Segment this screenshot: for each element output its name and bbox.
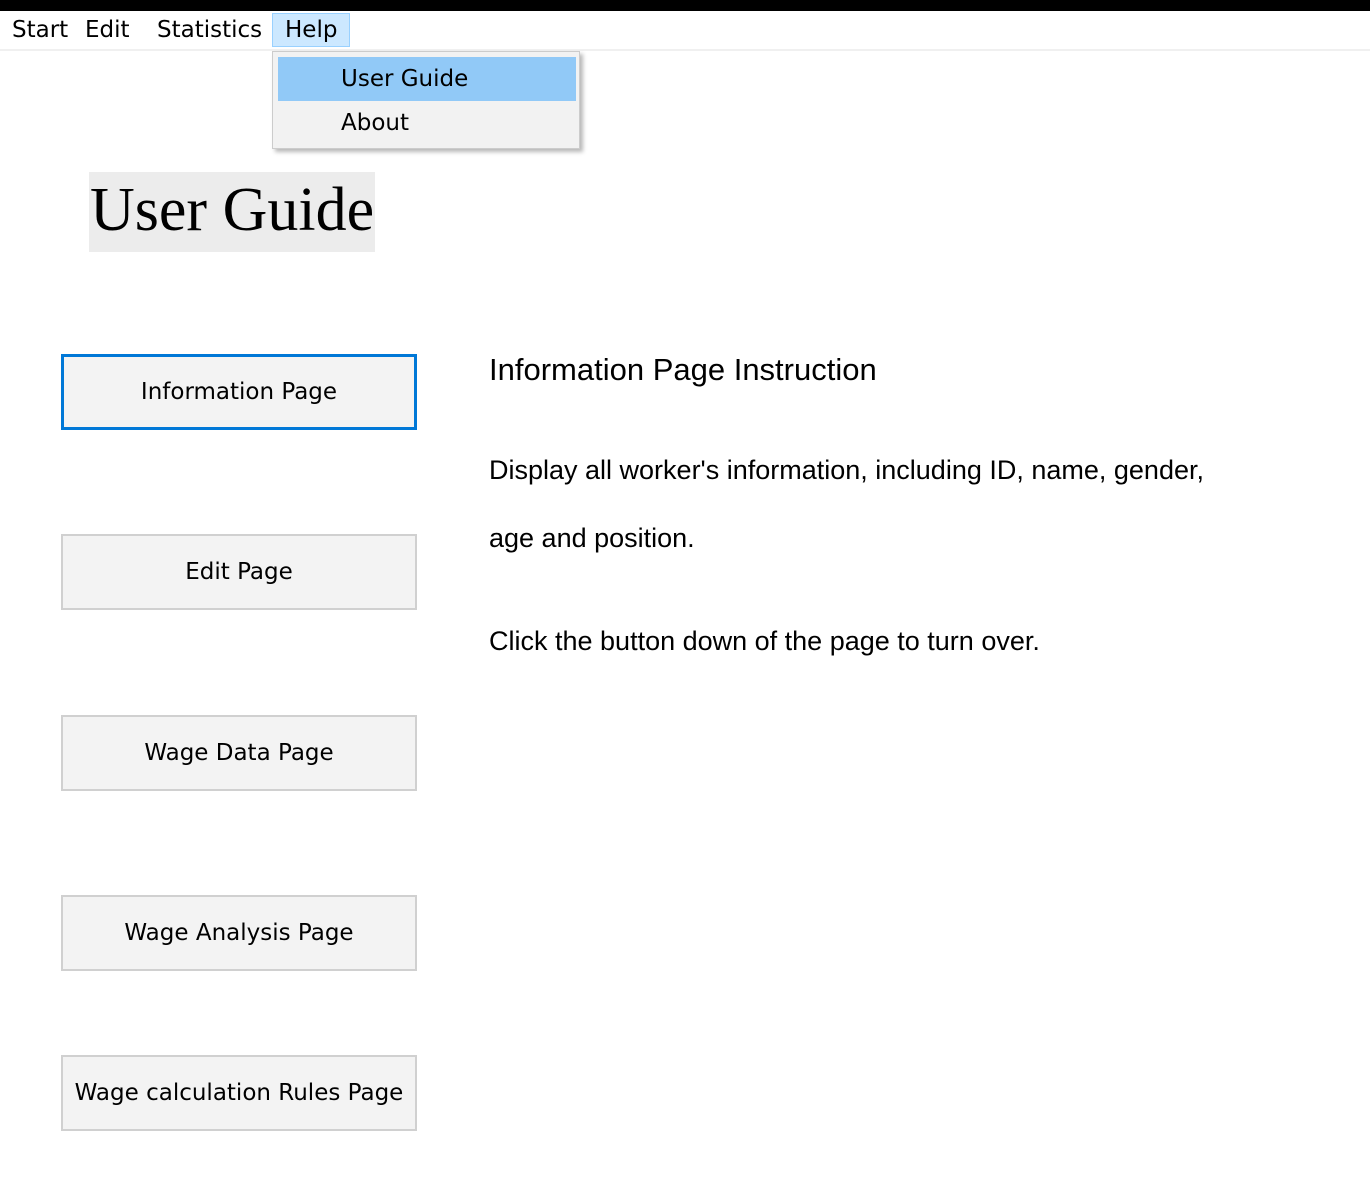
menu-item-about[interactable]: About	[341, 110, 410, 136]
wage-calculation-rules-page-button[interactable]: Wage calculation Rules Page	[61, 1055, 417, 1131]
window-top-bar	[0, 0, 1370, 11]
menu-edit[interactable]: Edit	[85, 17, 130, 43]
wage-analysis-page-button[interactable]: Wage Analysis Page	[61, 895, 417, 971]
menu-statistics[interactable]: Statistics	[157, 17, 263, 43]
menu-start[interactable]: Start	[12, 17, 69, 43]
help-dropdown-menu	[272, 51, 580, 149]
instruction-line: Display all worker's information, including ID, name, gender,	[489, 455, 1204, 485]
wage-data-page-button[interactable]: Wage Data Page	[61, 715, 417, 791]
edit-page-button[interactable]: Edit Page	[61, 534, 417, 610]
page-title: User Guide	[89, 172, 375, 252]
instruction-line: Click the button down of the page to turn over.	[489, 626, 1040, 656]
menu-bar	[0, 11, 1370, 51]
instruction-title: Information Page Instruction	[489, 352, 877, 387]
menu-item-user-guide[interactable]: User Guide	[278, 57, 576, 101]
information-page-button[interactable]: Information Page	[61, 354, 417, 430]
menu-help[interactable]: Help	[272, 13, 350, 47]
instruction-line: age and position.	[489, 523, 695, 553]
